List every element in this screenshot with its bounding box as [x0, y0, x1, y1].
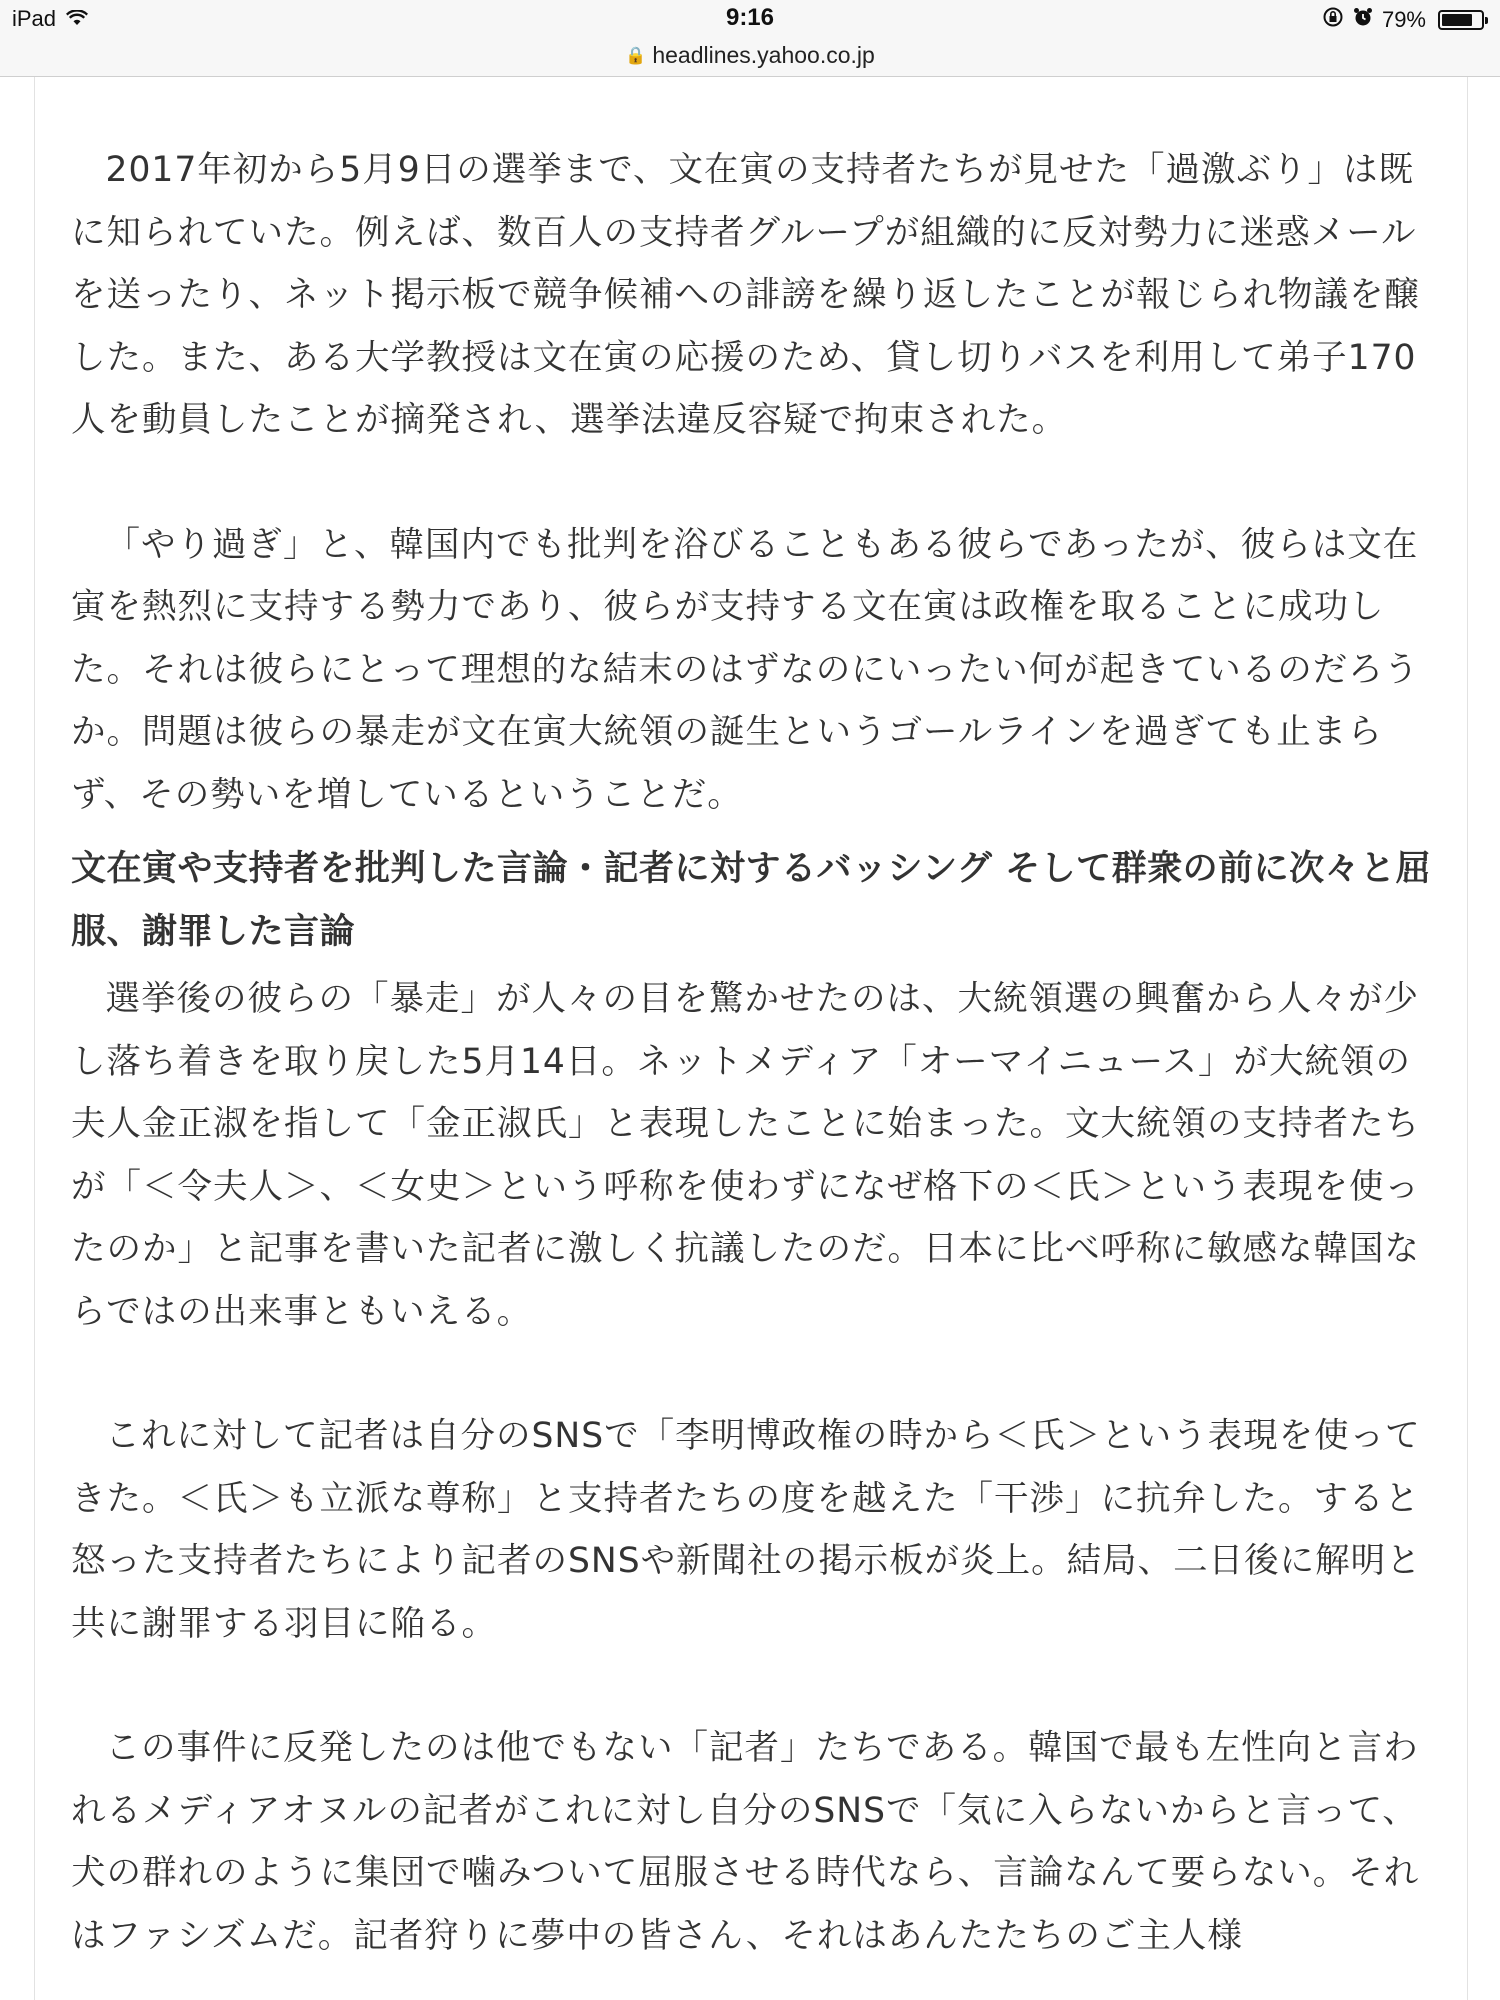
- article-paragraph-1: 2017年初から5月9日の選挙まで、文在寅の支持者たちが見せた「過激ぶり」は既に知られていた。例えば、数百人の支持者グループが組織的に反対勢力に迷惑メールを送ったり、ネット掲示板で競争候補への誹謗を繰り返したことが報じられ物議を醸した。また、ある大学教授は文在寅の応援のため、貸し切りバスを利用して弟子170人を動員したことが摘発され、選挙法違反容疑で拘束された。: [71, 150, 1420, 440]
- battery-icon: [1438, 10, 1484, 30]
- article-container: [34, 77, 1468, 2000]
- article-paragraph-3: 選挙後の彼らの「暴走」が人々の目を驚かせたのは、大統領選の興奮から人々が少し落ち着きを取り戻した5月14日。ネットメディア「オーマイニュース」が大統領の夫人金正淑を指して「金正淑氏」と表現したことに始まった。文大統領の支持者たちが「＜令夫人＞、＜女史＞という呼称を使わずになぜ格下の＜氏＞という表現を使ったのか」と記事を書いた記者に激しく抗議したのだ。日本に比べ呼称に敏感な韓国ならではの出来事ともいえる。: [71, 979, 1420, 1332]
- status-time: 9:16: [725, 4, 775, 31]
- lock-icon: 🔒: [625, 46, 647, 65]
- article-body: [71, 139, 1443, 1967]
- alarm-icon: [1352, 6, 1374, 34]
- url-text[interactable]: headlines.yahoo.co.jp: [652, 42, 875, 68]
- status-bar: [0, 0, 1500, 40]
- article-paragraph-4: これに対して記者は自分のSNSで「李明博政権の時から＜氏＞という表現を使ってきた。＜氏＞も立派な尊称」と支持者たちの度を越えた「干渉」に抗弁した。すると怒った支持者たちにより記者のSNSや新聞社の掲示板が炎上。結局、二日後に解明と共に謝罪する羽目に陥る。: [71, 1416, 1422, 1644]
- rotation-lock-icon: [1322, 6, 1344, 34]
- status-right: [1322, 6, 1484, 34]
- device-label: iPad: [12, 6, 57, 31]
- address-bar[interactable]: [0, 40, 1500, 77]
- section-heading: 文在寅や支持者を批判した言論・記者に対するバッシング そして群衆の前に次々と屈服、謝罪した言論: [71, 849, 1432, 952]
- battery-percent: 79%: [1381, 7, 1426, 32]
- article-paragraph-2: 「やり過ぎ」と、韓国内でも批判を浴びることもある彼らであったが、彼らは文在寅を熱烈に支持する勢力であり、彼らが支持する文在寅は政権を取ることに成功した。それは彼らにとって理想的な結末のはずなのにいったい何が起きているのだろうか。問題は彼らの暴走が文在寅大統領の誕生というゴールラインを過ぎても止まらず、その勢いを増しているということだ。: [71, 524, 1420, 815]
- article-paragraph-5: この事件に反発したのは他でもない「記者」たちである。韓国で最も左性向と言われるメディアオヌルの記者がこれに対し自分のSNSで「気に入らないからと言って、犬の群れのように集団で噛みついて屈服させる時代なら、言論なんて要らない。それはファシズムだ。記者狩りに夢中の皆さん、それはあんたたちのご主人様: [71, 1728, 1420, 1956]
- battery-fill: [1442, 14, 1472, 26]
